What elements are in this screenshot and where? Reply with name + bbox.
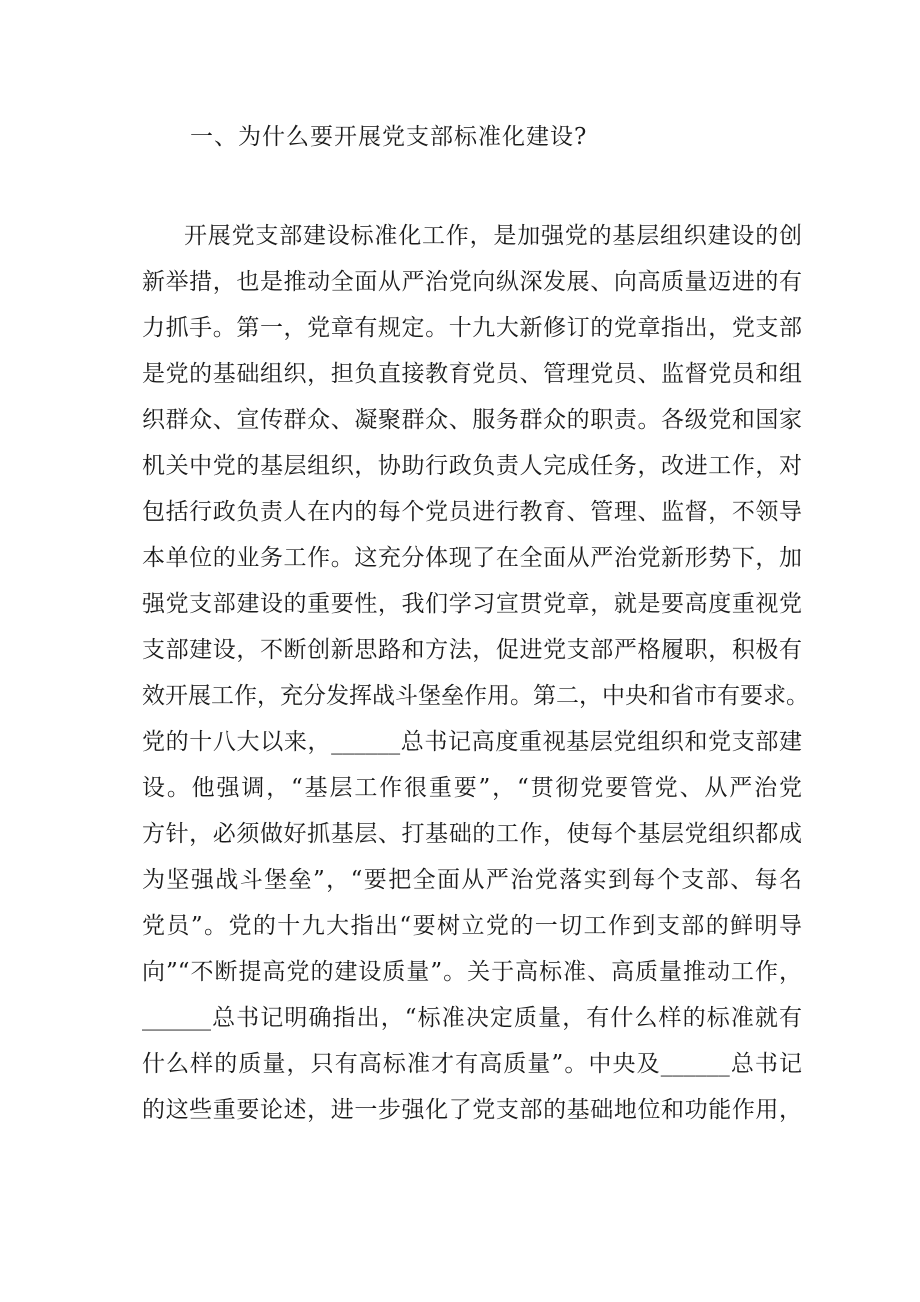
paragraph-line-12: 党的十八大以来，______总书记高度重视基层党组织和党支部建 xyxy=(142,729,802,755)
paragraph-line-8: 本单位的业务工作。这充分体现了在全面从严治党新形势下，加 xyxy=(142,545,802,571)
paragraph-line-7: 包括行政负责人在内的每个党员进行教育、管理、监督，不领导 xyxy=(142,499,802,525)
paragraph-line-14: 方针，必须做好抓基层、打基础的工作，使每个基层党组织都成 xyxy=(142,821,802,847)
paragraph-line-15: 为坚强战斗堡垒”，“要把全面从严治党落实到每个支部、每名 xyxy=(142,867,802,893)
paragraph-line-1: 开展党支部建设标准化工作，是加强党的基层组织建设的创 xyxy=(184,223,802,249)
paragraph-line-20: 的这些重要论述，进一步强化了党支部的基础地位和功能作用， xyxy=(142,1097,802,1123)
paragraph-line-9: 强党支部建设的重要性，我们学习宣贯党章，就是要高度重视党 xyxy=(142,591,802,617)
paragraph-line-5: 织群众、宣传群众、凝聚群众、服务群众的职责。各级党和国家 xyxy=(142,407,802,433)
paragraph-line-10: 支部建设，不断创新思路和方法，促进党支部严格履职，积极有 xyxy=(142,637,802,663)
paragraph-line-13: 设。他强调，“基层工作很重要”，“贯彻党要管党、从严治党 xyxy=(142,775,802,801)
paragraph-line-3: 力抓手。第一，党章有规定。十九大新修订的党章指出，党支部 xyxy=(142,315,802,341)
paragraph-line-2: 新举措，也是推动全面从严治党向纵深发展、向高质量迈进的有 xyxy=(142,269,802,295)
paragraph-line-6: 机关中党的基层组织，协助行政负责人完成任务，改进工作，对 xyxy=(142,453,802,479)
paragraph-line-11: 效开展工作，充分发挥战斗堡垒作用。第二，中央和省市有要求。 xyxy=(142,683,809,709)
paragraph-line-16: 党员”。党的十九大指出“要树立党的一切工作到支部的鲜明导 xyxy=(142,913,802,939)
paragraph-line-17: 向”“不断提高党的建设质量”。关于高标准、高质量推动工作， xyxy=(142,959,802,985)
section-heading: 一、为什么要开展党支部标准化建设? xyxy=(190,124,588,150)
paragraph-line-19: 什么样的质量，只有高标准才有高质量”。中央及______总书记 xyxy=(142,1051,802,1077)
paragraph-line-18: ______总书记明确指出，“标准决定质量，有什么样的标准就有 xyxy=(142,1005,802,1031)
paragraph-line-4: 是党的基础组织，担负直接教育党员、管理党员、监督党员和组 xyxy=(142,361,802,387)
